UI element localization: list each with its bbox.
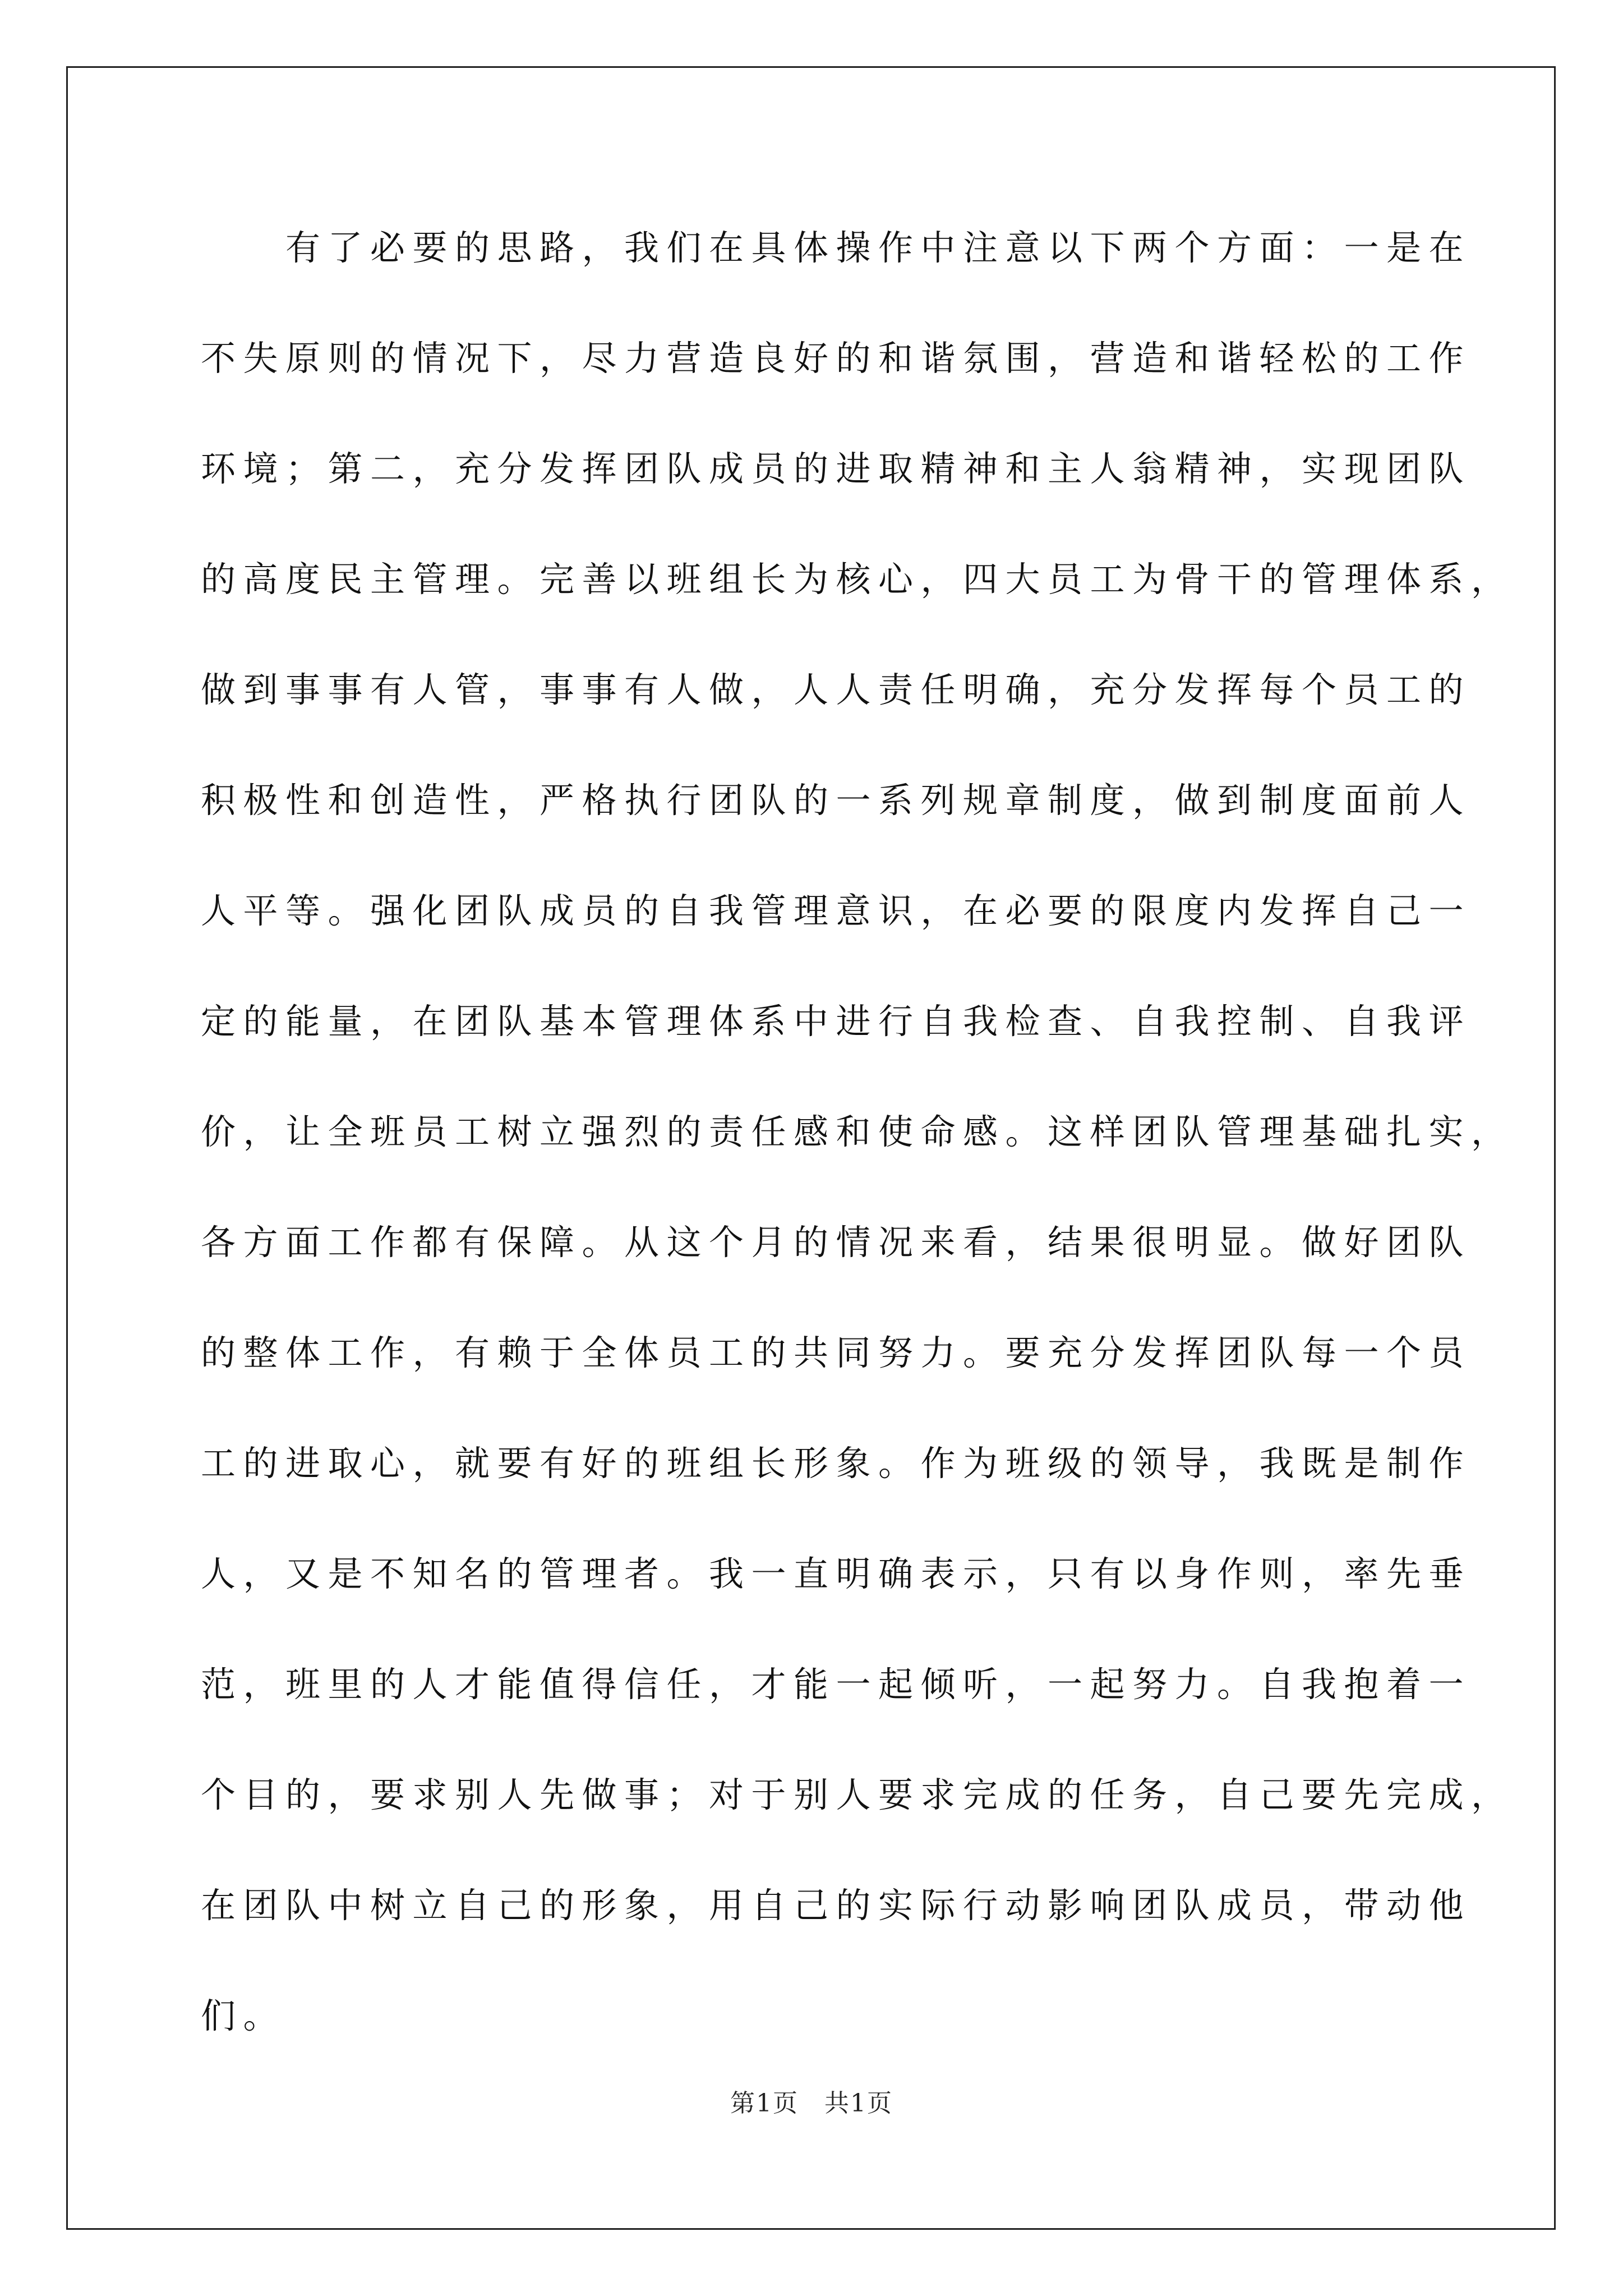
paragraph-line: 人，又是不知名的管理者。我一直明确表示，只有以身作则，率先垂 — [201, 1553, 1472, 1594]
paragraph-line: 的整体工作，有赖于全体员工的共同努力。要充分发挥团队每一个员 — [201, 1332, 1472, 1373]
paragraph-line: 工的进取心，就要有好的班组长形象。作为班级的领导，我既是制作 — [201, 1443, 1472, 1484]
paragraph-line: 在团队中树立自己的形象，用自己的实际行动影响团队成员，带动他 — [201, 1885, 1472, 1926]
paragraph-line: 们。 — [201, 1995, 286, 2036]
page-number-footer: 第1页 共1页 — [730, 2089, 893, 2118]
paragraph-line: 各方面工作都有保障。从这个月的情况来看，结果很明显。做好团队 — [201, 1222, 1472, 1263]
paragraph-line: 定的能量，在团队基本管理体系中进行自我检查、自我控制、自我评 — [201, 1001, 1472, 1042]
paragraph-line: 积极性和创造性，严格执行团队的一系列规章制度，做到制度面前人 — [201, 780, 1472, 821]
paragraph-line: 个目的，要求别人先做事；对于别人要求完成的任务，自己要先完成， — [201, 1774, 1514, 1815]
paragraph-line: 人平等。强化团队成员的自我管理意识，在必要的限度内发挥自己一 — [201, 890, 1472, 931]
paragraph-line: 的高度民主管理。完善以班组长为核心，四大员工为骨干的管理体系， — [201, 559, 1514, 600]
paragraph-line: 价，让全班员工树立强烈的责任感和使命感。这样团队管理基础扎实， — [201, 1111, 1514, 1152]
paragraph-line: 有了必要的思路，我们在具体操作中注意以下两个方面：一是在 — [201, 227, 1472, 268]
paragraph-line: 做到事事有人管，事事有人做，人人责任明确，充分发挥每个员工的 — [201, 669, 1472, 710]
paragraph-line: 不失原则的情况下，尽力营造良好的和谐氛围，营造和谐轻松的工作 — [201, 338, 1472, 379]
paragraph-line: 范，班里的人才能值得信任，才能一起倾听，一起努力。自我抱着一 — [201, 1664, 1472, 1705]
paragraph-line: 环境；第二，充分发挥团队成员的进取精神和主人翁精神，实现团队 — [201, 448, 1472, 489]
